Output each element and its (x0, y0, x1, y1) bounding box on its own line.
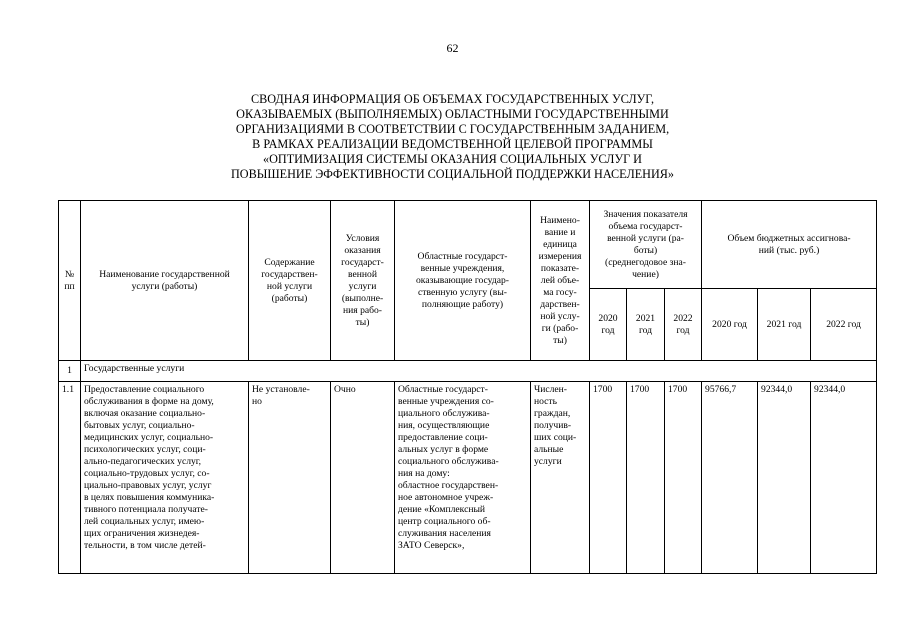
table-row (59, 382, 877, 574)
row-budget-2021: 92344,0 (758, 382, 811, 574)
row-budget-2020: 95766,7 (702, 382, 758, 574)
section-label: Государственные услуги (81, 361, 877, 382)
row-conditions: Очно (331, 382, 395, 574)
header-conditions: Условия оказания государст- венной услуги (выполне- ния рабо- ты) (331, 201, 395, 361)
header-service-name: Наименование государственной услуги (работы) (81, 201, 249, 361)
row-service-name: Предоставление социального обслуживания в форме на дому, включая оказание социально- бытовых услуг, социально- медицинских услуг, социально- психологических услуг, соци- ально-педагогических услуг, социально-трудовых услуг, со- циально-правовых услуг, услуг в целях повышения коммуника- тивного потенциала получате- лей социальных услуг, имею- щих ограничения жизнедея- тельности, в том числе детей- (81, 382, 249, 574)
header-budget-year: 2020 год (702, 289, 758, 361)
row-vol-2021: 1700 (627, 382, 665, 574)
header-budget-group: Объем бюджетных ассигнова- ний (тыс. руб.) (702, 201, 877, 289)
title-line: В РАМКАХ РЕАЛИЗАЦИИ ВЕДОМСТВЕННОЙ ЦЕЛЕВОЙ ПРОГРАММЫ (252, 137, 653, 151)
page-number: 62 (446, 41, 459, 55)
services-table (58, 200, 877, 574)
title-line: «ОПТИМИЗАЦИЯ СИСТЕМЫ ОКАЗАНИЯ СОЦИАЛЬНЫХ УСЛУГ И (263, 152, 642, 166)
header-unit: Наимено- вание и единица измерения показате- лей объе- ма госу- дарствен- ной услу- ги (рабо- ты) (531, 201, 590, 361)
row-content: Не установле- но (249, 382, 331, 574)
title-line: ПОВЫШЕНИЕ ЭФФЕКТИВНОСТИ СОЦИАЛЬНОЙ ПОДДЕРЖКИ НАСЕЛЕНИЯ» (231, 167, 674, 181)
row-budget-2022: 92344,0 (811, 382, 877, 574)
row-num: 1.1 (59, 382, 81, 574)
header-vol-year: 2022 год (665, 289, 702, 361)
header-content: Содержание государствен- ной услуги (работы) (249, 201, 331, 361)
row-vol-2022: 1700 (665, 382, 702, 574)
header-budget-year: 2021 год (758, 289, 811, 361)
section-row (59, 361, 877, 382)
title-line: СВОДНАЯ ИНФОРМАЦИЯ ОБ ОБЪЕМАХ ГОСУДАРСТВЕННЫХ УСЛУГ, (250, 92, 655, 106)
header-vol-year: 2021 год (627, 289, 665, 361)
row-institutions: Областные государст- венные учреждения со- циального обслужива- ния, осуществляющие предоставление соци- альных услуг в форме социального обслужива- ния на дому: областное государствен- ное автономное учреж- дение «Комплексный центр социального об- служивания населения ЗАТО Северск», (395, 382, 531, 574)
header-row (59, 201, 877, 289)
title-line: ОРГАНИЗАЦИЯМИ В СООТВЕТСТВИИ С ГОСУДАРСТВЕННЫМ ЗАДАНИЕМ, (235, 122, 670, 136)
header-num: № пп (59, 201, 81, 361)
header-budget-year: 2022 год (811, 289, 877, 361)
document-title (150, 92, 755, 182)
header-institutions: Областные государст- венные учреждения, оказывающие государ- ственную услугу (вы- полняющие работу) (395, 201, 531, 361)
header-volume-group: Значения показателя объема государст- венной услуги (ра- боты) (среднегодовое зна- чение) (590, 201, 702, 289)
header-vol-year: 2020 год (590, 289, 627, 361)
section-num: 1 (59, 361, 81, 382)
row-unit: Числен- ность граждан, получив- ших соци- альные услуги (531, 382, 590, 574)
row-vol-2020: 1700 (590, 382, 627, 574)
title-line: ОКАЗЫВАЕМЫХ (ВЫПОЛНЯЕМЫХ) ОБЛАСТНЫМИ ГОСУДАРСТВЕННЫМИ (236, 107, 669, 121)
